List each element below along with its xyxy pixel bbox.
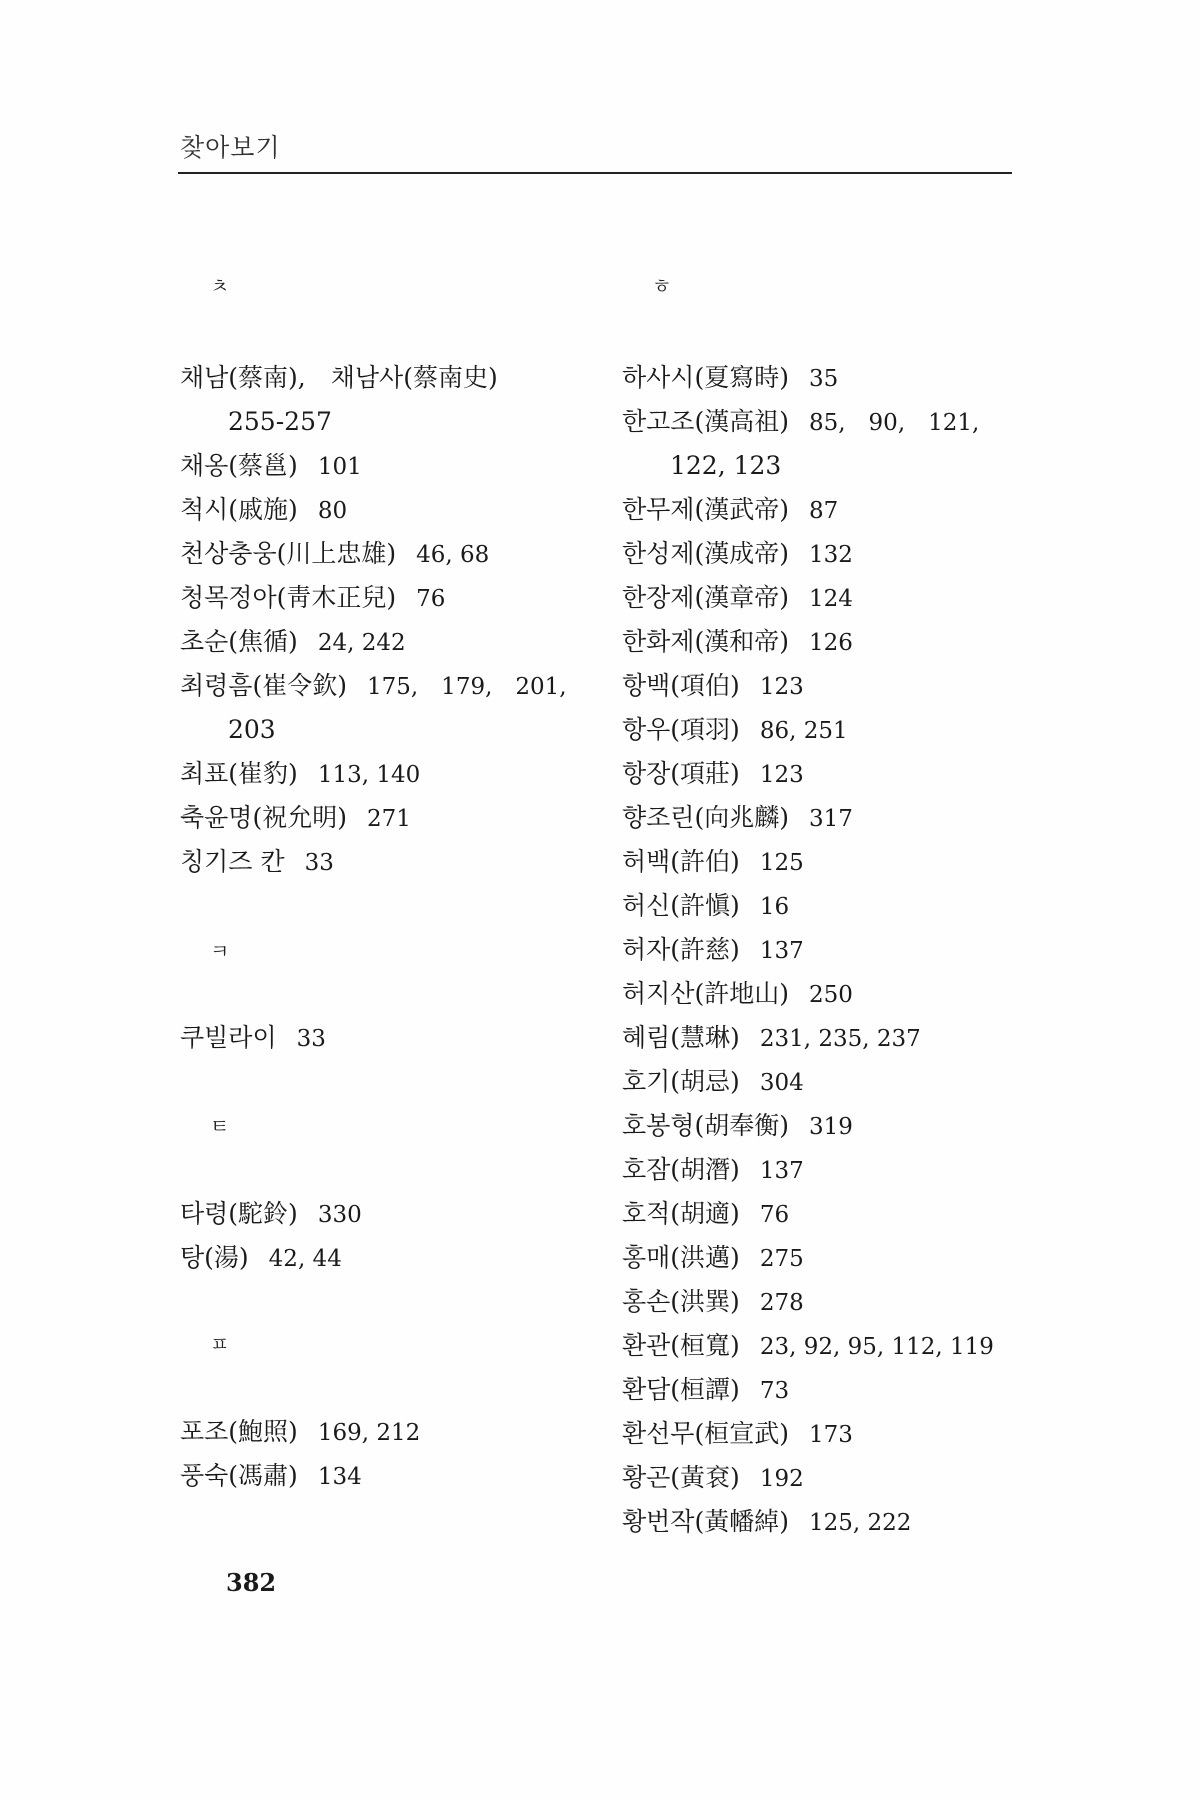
index-entry xyxy=(622,1016,921,1060)
entry-name: 항우(項羽) xyxy=(622,715,740,744)
entry-name: 한무제(漢武帝) xyxy=(622,495,789,524)
entry-pages: 46, 68 xyxy=(416,542,490,568)
entry-pages: 16 xyxy=(759,894,790,920)
entry-name: 채남(蔡南), 채남사(蔡南史) xyxy=(180,363,498,392)
entry-pages: 86, 251 xyxy=(759,718,848,744)
index-entry xyxy=(622,664,804,708)
entry-name: 허지산(許地山) xyxy=(622,979,789,1008)
entry-pages: 255-257 xyxy=(228,407,332,436)
entry-name: 축윤명(祝允明) xyxy=(180,803,347,832)
entry-pages: 132 xyxy=(808,542,853,568)
section-letter: ㅋ xyxy=(210,939,230,963)
entry-name: 홍손(洪巽) xyxy=(622,1287,740,1316)
entry-pages: 87 xyxy=(808,498,839,524)
entry-pages: 304 xyxy=(759,1070,804,1096)
index-entry xyxy=(180,356,498,400)
index-entry xyxy=(622,1148,804,1192)
index-entry xyxy=(180,1410,420,1454)
index-entry xyxy=(622,576,853,620)
entry-name: 한장제(漢章帝) xyxy=(622,583,789,612)
entry-name: 풍숙(馮肅) xyxy=(180,1461,298,1490)
entry-name: 환담(桓譚) xyxy=(622,1375,740,1404)
index-entry xyxy=(622,752,804,796)
index-entry xyxy=(180,1454,362,1498)
index-entry-continued xyxy=(228,708,276,752)
index-entry-continued xyxy=(228,400,332,444)
entry-pages: 33 xyxy=(296,1026,326,1052)
entry-name: 홍매(洪邁) xyxy=(622,1243,740,1272)
entry-pages: 33 xyxy=(304,850,334,876)
entry-name: 허신(許愼) xyxy=(622,891,740,920)
entry-name: 칭기즈 칸 xyxy=(180,847,285,876)
entry-pages: 317 xyxy=(808,806,853,832)
entry-name: 항장(項莊) xyxy=(622,759,740,788)
entry-name: 황곤(黃袞) xyxy=(622,1463,740,1492)
index-entry xyxy=(180,532,489,576)
index-entry xyxy=(180,488,347,532)
entry-pages: 125 xyxy=(759,850,804,876)
index-entry xyxy=(622,840,804,884)
entry-name: 채옹(蔡邕) xyxy=(180,451,298,480)
entry-pages: 24, 242 xyxy=(317,630,406,656)
entry-pages: 123 xyxy=(759,762,804,788)
entry-pages: 113, 140 xyxy=(317,762,421,788)
index-entry xyxy=(622,708,848,752)
entry-pages: 169, 212 xyxy=(317,1420,421,1446)
entry-name: 쿠빌라이 xyxy=(180,1023,277,1052)
entry-name: 하사시(夏寫時) xyxy=(622,363,789,392)
entry-pages: 271 xyxy=(366,806,411,832)
entry-pages: 80 xyxy=(317,498,348,524)
entry-pages: 101 xyxy=(317,454,362,480)
entry-name: 한성제(漢成帝) xyxy=(622,539,789,568)
index-entry xyxy=(622,796,853,840)
index-entry xyxy=(180,444,362,488)
section-letter: ㅎ xyxy=(652,274,672,298)
index-entry xyxy=(622,1456,804,1500)
entry-name: 한고조(漢高祖) xyxy=(622,407,789,436)
entry-pages: 76 xyxy=(416,586,446,612)
index-entry xyxy=(622,884,789,928)
running-head: 찾아보기 xyxy=(180,133,281,162)
entry-pages: 73 xyxy=(759,1378,790,1404)
index-entry xyxy=(622,356,838,400)
entry-pages: 330 xyxy=(317,1202,362,1228)
entry-name: 호봉형(胡奉衡) xyxy=(622,1111,789,1140)
entry-name: 혜림(慧琳) xyxy=(622,1023,740,1052)
entry-name: 타령(駝鈴) xyxy=(180,1199,298,1228)
entry-pages: 76 xyxy=(759,1202,790,1228)
section-letter: ㅍ xyxy=(210,1332,230,1356)
index-entry xyxy=(180,576,445,620)
index-entry xyxy=(180,1192,362,1236)
index-entry xyxy=(622,1104,853,1148)
index-entry xyxy=(622,400,979,444)
entry-pages: 275 xyxy=(759,1246,804,1272)
section-letter: ㅌ xyxy=(210,1114,230,1138)
entry-name: 척시(戚施) xyxy=(180,495,298,524)
entry-name: 호기(胡忌) xyxy=(622,1067,740,1096)
entry-name: 포조(鮑照) xyxy=(180,1417,298,1446)
entry-pages: 278 xyxy=(759,1290,804,1316)
entry-pages: 137 xyxy=(759,938,804,964)
index-entry xyxy=(180,1236,342,1280)
entry-pages: 137 xyxy=(759,1158,804,1184)
entry-name: 최표(崔豹) xyxy=(180,759,298,788)
index-entry xyxy=(622,620,853,664)
entry-pages: 192 xyxy=(759,1466,804,1492)
entry-pages: 124 xyxy=(808,586,853,612)
index-entry xyxy=(622,1236,804,1280)
entry-name: 환관(桓寬) xyxy=(622,1331,740,1360)
entry-name: 탕(湯) xyxy=(180,1243,249,1272)
entry-pages: 23, 92, 95, 112, 119 xyxy=(759,1334,994,1360)
index-entry xyxy=(622,1324,994,1368)
entry-name: 환선무(桓宣武) xyxy=(622,1419,789,1448)
entry-name: 향조린(向兆麟) xyxy=(622,803,789,832)
entry-name: 허백(許伯) xyxy=(622,847,740,876)
index-entry xyxy=(622,488,838,532)
index-entry xyxy=(180,664,567,708)
entry-pages: 123 xyxy=(759,674,804,700)
entry-name: 한화제(漢和帝) xyxy=(622,627,789,656)
index-entry xyxy=(180,840,334,884)
entry-pages: 175, 179, 201, xyxy=(366,674,567,700)
index-entry xyxy=(622,1412,853,1456)
entry-name: 황번작(黃幡綽) xyxy=(622,1507,789,1536)
entry-pages: 42, 44 xyxy=(268,1246,342,1272)
entry-pages: 319 xyxy=(808,1114,853,1140)
index-entry xyxy=(622,532,853,576)
entry-pages: 125, 222 xyxy=(808,1510,912,1536)
page-number: 382 xyxy=(226,1568,277,1597)
index-entry xyxy=(622,1368,789,1412)
entry-pages: 35 xyxy=(808,366,839,392)
index-entry xyxy=(622,1060,804,1104)
entry-name: 천상충웅(川上忠雄) xyxy=(180,539,397,568)
entry-name: 항백(項伯) xyxy=(622,671,740,700)
index-entry xyxy=(622,1280,804,1324)
entry-pages: 85, 90, 121, xyxy=(808,410,980,436)
index-entry xyxy=(180,796,411,840)
index-entry xyxy=(622,972,853,1016)
entry-pages: 231, 235, 237 xyxy=(759,1026,921,1052)
entry-pages: 122, 123 xyxy=(670,451,782,480)
entry-name: 허자(許慈) xyxy=(622,935,740,964)
section-letter: ㅊ xyxy=(210,274,230,298)
index-entry xyxy=(622,1192,789,1236)
entry-pages: 203 xyxy=(228,715,276,744)
entry-pages: 126 xyxy=(808,630,853,656)
index-entry xyxy=(622,928,804,972)
header-rule xyxy=(178,172,1012,174)
entry-name: 초순(焦循) xyxy=(180,627,298,656)
entry-name: 호적(胡適) xyxy=(622,1199,740,1228)
index-entry xyxy=(622,1500,911,1544)
index-entry xyxy=(180,620,406,664)
entry-name: 청목정아(靑木正兒) xyxy=(180,583,397,612)
index-entry xyxy=(180,1016,326,1060)
entry-name: 호잠(胡潛) xyxy=(622,1155,740,1184)
entry-pages: 134 xyxy=(317,1464,362,1490)
entry-pages: 250 xyxy=(808,982,853,1008)
entry-pages: 173 xyxy=(808,1422,853,1448)
index-entry-continued xyxy=(670,444,781,488)
index-entry xyxy=(180,752,420,796)
entry-name: 최령흠(崔令欽) xyxy=(180,671,347,700)
